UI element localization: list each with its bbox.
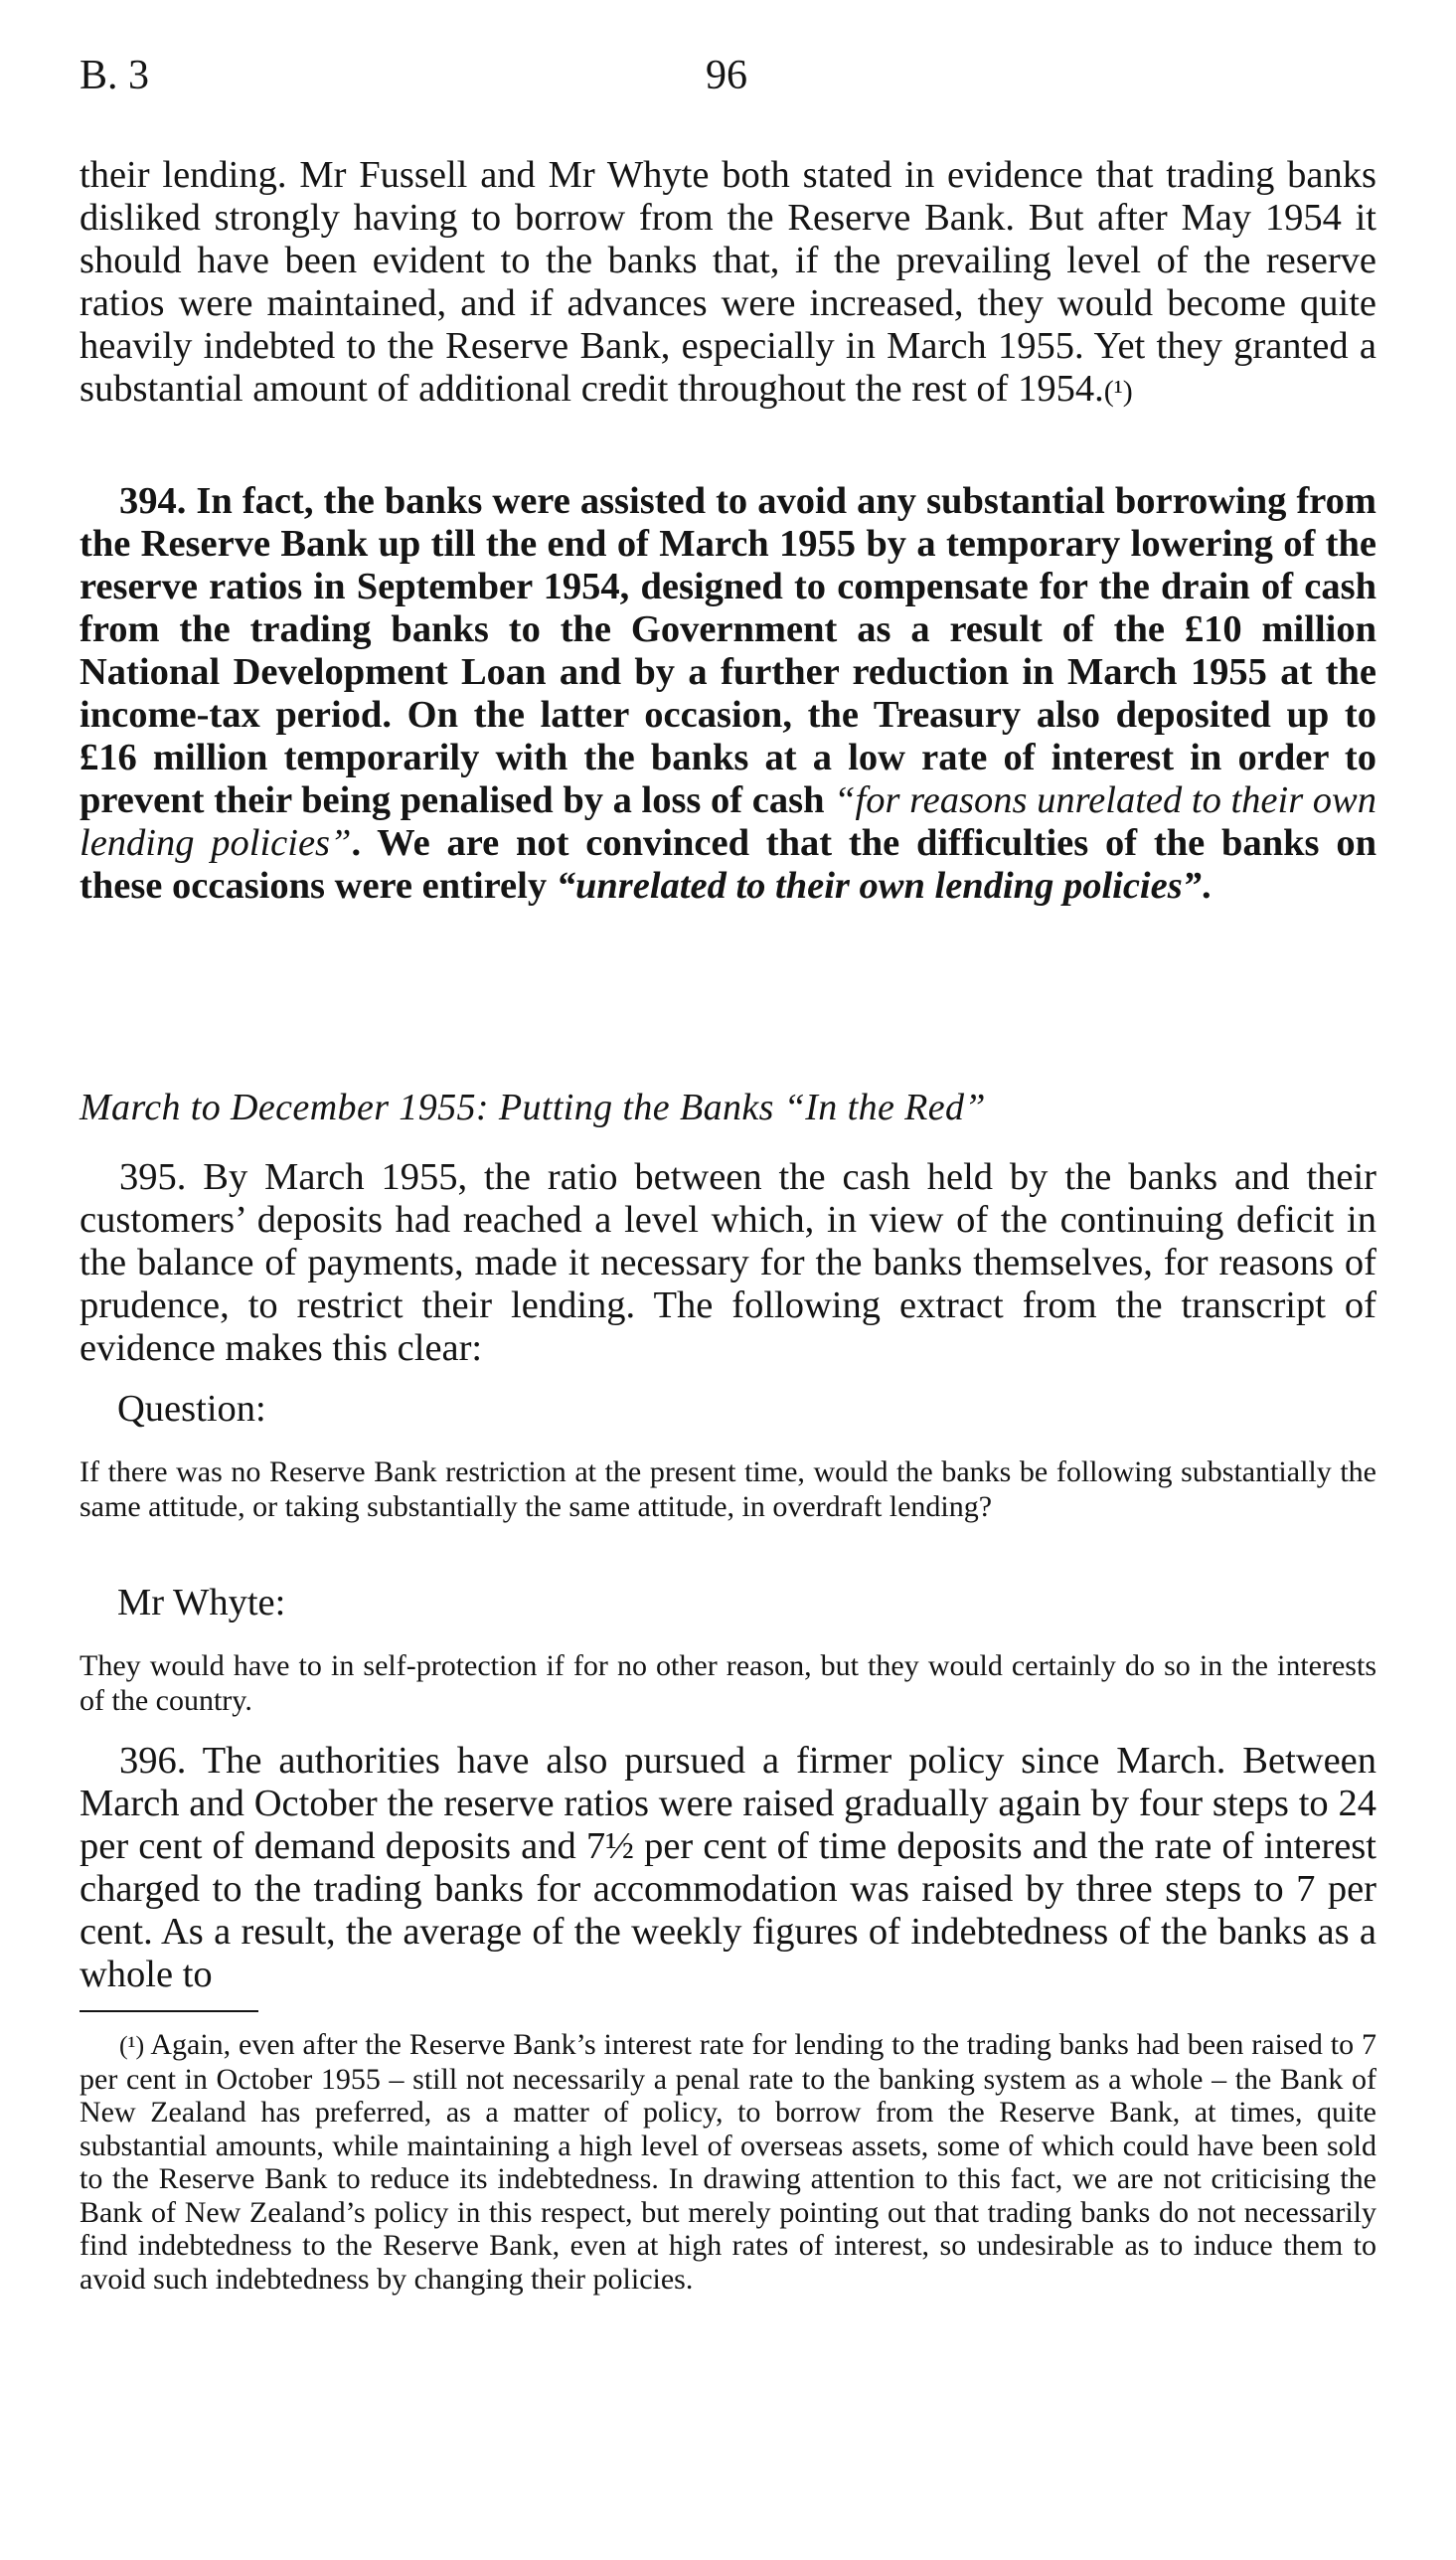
paragraph-continuation-text: their lending. Mr Fussell and Mr Whyte both stated in evidence that trading banks disliked strongly having to borrow from the Reserve Bank. But after May 1954 it should have been evident to the banks that, if the prevailing level of the reserve ratios were maintained, and if advances were increased, they would become quite heavily indebted to the Reserve Bank, especially in March 1955. Yet they granted a substantial amount of additional credit throughout the rest of 1954. — [80, 154, 1376, 410]
paragraph-continuation — [80, 154, 1376, 413]
answer-label: Mr Whyte: — [117, 1582, 286, 1623]
paragraph-394-middle: . We are not convinced that the difficulties of the banks on these occasions were entirely — [80, 822, 1376, 907]
paragraph-396: 396. The authorities have also pursued a firmer policy since March. Between March and October the reserve ratios were raised gradually again by four steps to 24 per cent of demand deposits and 7½ per cent of time deposits and the rate of interest charged to the trading banks for accommodation was raised by three steps to 7 per cent. As a result, the average of the weekly figures of indebtedness of the banks as a whole to — [80, 1740, 1376, 1995]
document-reference: B. 3 — [80, 53, 150, 98]
paragraph-394-quote-2: “unrelated to their own lending policies” — [556, 865, 1202, 907]
footnote-reference: (¹) — [1103, 375, 1133, 408]
section-heading: March to December 1955: Putting the Banks “In the Red” — [80, 1087, 986, 1128]
paragraph-394 — [80, 480, 1376, 908]
footnote-text: Again, even after the Reserve Bank’s interest rate for lending to the trading banks had been raised to 7 per cent in October 1955 – still not necessarily a penal rate to the banking system as a whole – the Bank of New Zealand has preferred, as a matter of policy, to borrow from the Reserve Bank, at times, quite substantial amounts, while maintaining a high level of overseas assets, some of which could have been sold to the Reserve Bank to reduce its indebtedness. In drawing attention to this fact, we are not criticising the Bank of New Zealand’s policy in this respect, but merely pointing out that trading banks do not necessarily find indebtedness to the Reserve Bank, even at high rates of interest, so undesirable as to induce them to avoid such indebtedness by changing their policies. — [80, 2028, 1376, 2296]
question-label: Question: — [117, 1388, 266, 1430]
paragraph-394-lead: 394. In fact, the banks were assisted to avoid any substantial borrowing from the Reserve Bank up till the end of March 1955 by a temporary lowering of the reserve ratios in September 1954, designed to compensate for the drain of cash from the trading banks to the Government as a result of the £10 million National Development Loan and by a further reduction in March 1955 at the income-tax period. On the latter occasion, the Treasury also deposited up to £16 million temporarily with the banks at a low rate of interest in order to prevent their being penalised by a loss of cash — [80, 480, 1376, 821]
paragraph-394-quote-1: “for reasons unrelated to their own lending policies” — [80, 779, 1376, 864]
footnote-mark: (¹) — [119, 2031, 145, 2060]
paragraph-395: 395. By March 1955, the ratio between the cash held by the banks and their customers’ deposits had reached a level which, in view of the continuing deficit in the balance of payments, made it necessary for the banks themselves, for reasons of prudence, to restrict their lending. The following extract from the transcript of evidence makes this clear: — [80, 1156, 1376, 1369]
answer-text: They would have to in self-protection if for no other reason, but they would certainly do so in the interests of the country. — [80, 1649, 1376, 1717]
footnote — [80, 2028, 1376, 2296]
question-text: If there was no Reserve Bank restriction at the present time, would the banks be following substantially the same attitude, or taking substantially the same attitude, in overdraft lending? — [80, 1455, 1376, 1523]
footnote-divider — [80, 2010, 258, 2012]
page-number: 96 — [706, 53, 747, 98]
paragraph-394-end: . — [1201, 865, 1212, 907]
page-header — [80, 52, 1376, 111]
